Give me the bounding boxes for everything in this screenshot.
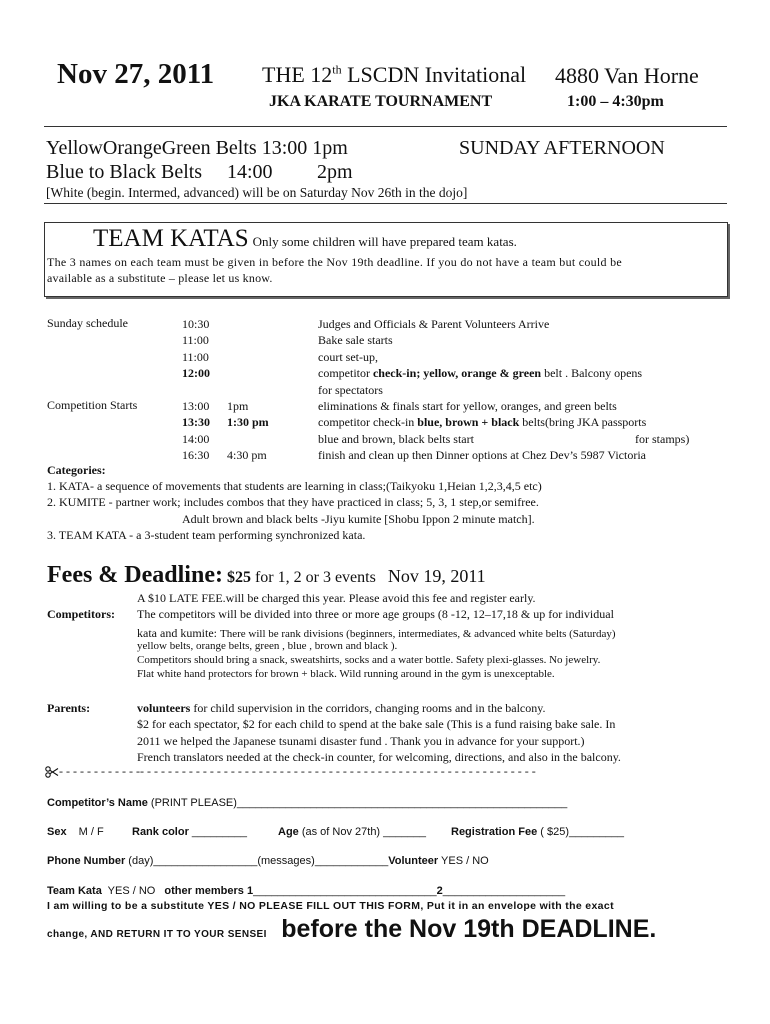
team-katas-aside: Only some children will have prepared team katas. <box>252 234 517 249</box>
category-team-kata: 3. TEAM KATA - a 3-student team performing synchronized kata. <box>47 528 366 542</box>
belt-line-1: YellowOrangeGreen Belts 13:00 1pm <box>46 137 348 159</box>
event-time: 1:00 – 4:30pm <box>567 93 664 110</box>
competitor-name-hint: (PRINT PLEASE) <box>147 797 237 809</box>
fees-heading-line <box>47 562 486 589</box>
parents-line-2: $2 for each spectator, $2 for each child to spend at the bake sale (This is a fund raising bake sale. In <box>137 717 616 731</box>
belt-line-2c: 2pm <box>317 161 353 183</box>
schedule-desc: eliminations & finals start for yellow, oranges, and green belts <box>318 398 617 413</box>
schedule-time: 14:00 <box>182 431 210 446</box>
competitors-label: Competitors: <box>47 607 115 621</box>
registration-row <box>451 826 624 838</box>
categories-heading: Categories: <box>47 463 106 477</box>
title-suffix: LSCDN Invitational <box>341 62 527 87</box>
team-kata-options[interactable]: YES / NO <box>104 885 159 897</box>
belt-line-2b: 14:00 <box>227 161 273 183</box>
schedule-pm <box>227 431 269 447</box>
category-kata: 1. KATA- a sequence of movements that students are learning in class;(Taikyoku 1,Heian 1,2,3,4,5 etc) <box>47 479 542 493</box>
other-member-1-field[interactable]: ______________________________ <box>253 885 437 897</box>
team-katas-heading <box>93 225 517 253</box>
rank-label: Rank color <box>132 826 189 838</box>
schedule-times <box>182 316 210 464</box>
schedule-desc <box>318 431 690 447</box>
comp2b: There will be rank divisions (beginners, intermediates, & advanced white belts (Saturday) <box>219 628 616 640</box>
competitors-line-4: Competitors should bring a snack, sweatshirts, socks and a water bottle. Safety plexi-glasses. No jewelry. <box>137 654 601 666</box>
age-row <box>278 826 426 838</box>
checkin-pre: competitor <box>318 366 373 381</box>
cut-line <box>45 764 536 779</box>
sex-row <box>47 826 104 838</box>
competitors-line-3: yellow belts, orange belts, green , blue , brown and black ). <box>137 640 398 652</box>
fees-price: $25 <box>226 569 251 586</box>
schedule-pm: 1:30 pm <box>227 415 269 430</box>
team-katas-title: TEAM KATAS <box>93 225 249 252</box>
stamps-note: for stamps) <box>635 431 690 446</box>
team-katas-line-2: available as a substitute – please let us know. <box>47 271 273 285</box>
return-text: change, AND RETURN IT TO YOUR SENSEI <box>47 929 267 940</box>
belt-day: SUNDAY AFTERNOON <box>459 137 665 159</box>
cut-dashes: - - - - - - - - - - - -- - - - - - - - - - - - - - - - - - - - - - - - - - - - - - - - - - - - - - - - - - - - - - - - - - - - - - - - - <box>59 764 536 778</box>
competitor-name-label: Competitor’s Name <box>47 797 148 809</box>
par1-rest: for child supervision in the corridors, changing rooms and in the balcony. <box>190 701 546 715</box>
schedule-descriptions <box>318 316 690 464</box>
parents-line-4: French translators needed at the check-in counter, for welcoming, directions, and also in the balcony. <box>137 750 621 764</box>
age-label: Age <box>278 826 299 838</box>
parents-label: Parents: <box>47 701 91 715</box>
schedule-time: 12:00 <box>182 366 210 381</box>
parents-line-3: 2011 we helped the Japanese tsunami disaster fund . Thank you in advance for your support.) <box>137 734 585 748</box>
schedule-checkin <box>318 365 646 381</box>
team-katas-line-1: The 3 names on each team must be given in before the Nov 19th deadline. If you do not have a team but could be <box>47 255 622 269</box>
schedule-desc: for spectators <box>318 382 383 397</box>
schedule-desc-text: blue and brown, black belts start <box>318 431 474 446</box>
rank-field[interactable]: _________ <box>188 826 247 838</box>
competitor-name-row <box>47 797 567 809</box>
title-sup: th <box>332 62 342 77</box>
schedule-desc: finish and clean up then Dinner options at Chez Dev’s 5987 Victoria <box>318 448 646 463</box>
fees-events: for 1, 2 or 3 events <box>250 569 376 586</box>
other-members-label: other members 1 <box>164 885 254 897</box>
parents-line-1 <box>137 701 545 716</box>
schedule-desc: Bake sale starts <box>318 333 393 348</box>
schedule-pm: 1pm <box>227 398 249 413</box>
phone-label: Phone Number <box>47 855 126 867</box>
event-title <box>262 62 526 88</box>
schedule-pm <box>227 316 269 332</box>
other-member-2-field[interactable]: ____________________ <box>442 885 566 897</box>
schedule-time: 16:30 <box>182 448 210 463</box>
title-prefix: THE 12 <box>262 62 333 87</box>
schedule-time: 13:00 <box>182 398 210 413</box>
schedule-time: 13:30 <box>182 415 210 430</box>
team-kata-label: Team Kata <box>47 885 102 897</box>
registration-label: Registration Fee <box>451 826 538 838</box>
checkin2-pre: competitor check-in <box>318 415 418 430</box>
schedule-pm-times <box>227 316 269 464</box>
schedule-pm <box>227 365 269 381</box>
return-line <box>47 915 656 944</box>
category-kumite-adult: Adult brown and black belts -Jiyu kumite [Shobu Ippon 2 minute match]. <box>182 512 535 526</box>
schedule-pm: 4:30 pm <box>227 448 267 463</box>
schedule-time: 10:30 <box>182 317 210 331</box>
event-subtitle: JKA KARATE TOURNAMENT <box>269 93 493 110</box>
competition-starts-label: Competition Starts <box>47 398 138 412</box>
belt-note: [White (begin. Intermed, advanced) will be on Saturday Nov 26th in the dojo] <box>46 185 468 200</box>
competitors-line-1: The competitors will be divided into three or more age groups (8 -12, 12–17,18 & up for individual <box>137 607 614 621</box>
schedule-desc: court set-up, <box>318 349 378 364</box>
comp2a: kata and kumite: <box>137 626 220 640</box>
other-member-2-label: 2 <box>436 885 443 897</box>
sex-options[interactable]: M / F <box>78 826 104 838</box>
fees-heading: Fees & Deadline: <box>47 562 223 588</box>
checkin-bold: check-in; yellow, orange & green <box>372 366 542 381</box>
schedule-time: 11:00 <box>182 333 209 348</box>
checkin2-post: belts(bring JKA passports <box>519 415 647 430</box>
fees-date: Nov 19, 2011 <box>387 566 486 586</box>
schedule-pm <box>227 382 269 398</box>
registration-field[interactable]: ( $25)_________ <box>537 826 625 838</box>
category-kumite: 2. KUMITE - partner work; includes combos that they have practiced in class; 5, 3, 1 step,or semifree. <box>47 495 539 509</box>
scissors-icon <box>45 766 59 778</box>
schedule-desc: Judges and Officials & Parent Volunteers Arrive <box>318 317 550 331</box>
checkin2-bold: blue, brown + black <box>417 415 520 430</box>
volunteer-label: Volunteer <box>388 855 439 867</box>
sunday-schedule-label: Sunday schedule <box>47 316 128 330</box>
age-field[interactable]: (as of Nov 27th) _______ <box>298 826 426 838</box>
schedule-checkin-2 <box>318 414 646 430</box>
belt-line-2a: Blue to Black Belts <box>46 161 203 183</box>
phone-row <box>47 855 489 867</box>
phone-field[interactable]: (day)_________________(messages)____________ <box>125 855 389 867</box>
schedule-time <box>182 382 210 398</box>
volunteer-options[interactable]: YES / NO <box>438 855 489 867</box>
schedule-pm <box>227 332 269 348</box>
deadline-text: before the Nov 19th DEADLINE. <box>281 915 657 943</box>
event-date: Nov 27, 2011 <box>57 58 215 90</box>
checkin-post: belt . Balcony opens <box>541 366 643 381</box>
competitors-line-5: Flat white hand protectors for brown + black. Wild running around in the gym is unexceptable. <box>137 668 555 680</box>
substitute-line: I am willing to be a substitute YES / NO PLEASE FILL OUT THIS FORM, Put it in an envelope with the exact <box>47 900 614 912</box>
sex-label: Sex <box>47 826 67 838</box>
schedule-time: 11:00 <box>182 349 209 364</box>
competitor-name-field[interactable]: ______________________________________________________ <box>236 797 568 809</box>
event-address: 4880 Van Horne <box>555 63 699 88</box>
late-fee: A $10 LATE FEE.will be charged this year. Please avoid this fee and register early. <box>137 591 536 605</box>
rank-row <box>132 826 247 838</box>
schedule-pm <box>227 349 269 365</box>
par1-bold: volunteers <box>137 701 191 715</box>
team-kata-row <box>47 885 565 897</box>
